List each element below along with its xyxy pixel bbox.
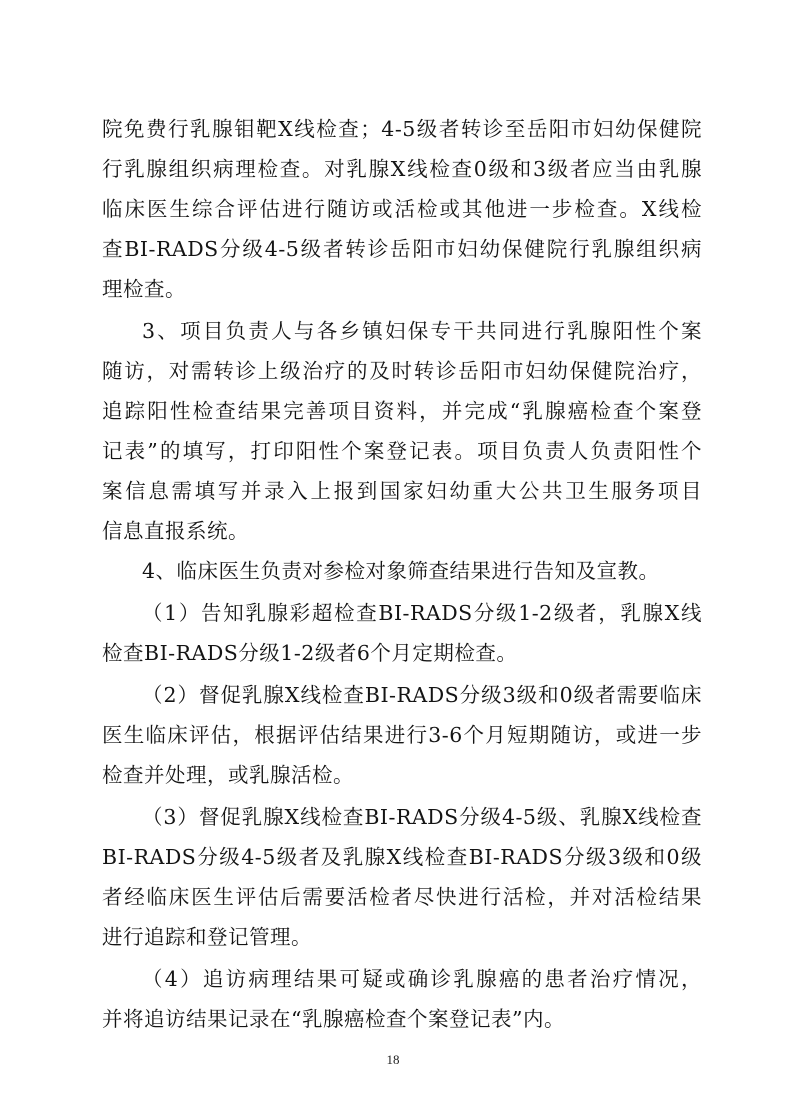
text-line: 进行追踪和登记管理。: [102, 925, 312, 949]
text-line: 追踪阳性检查结果完善项目资料，并完成“乳腺癌检查个案登: [102, 399, 702, 423]
text-line: 者经临床医生评估后需要活检者尽快进行活检，并对活检结果: [102, 885, 702, 909]
text-line: （1）告知乳腺彩超检查BI-RADS分级1-2级者，乳腺X线: [142, 601, 702, 625]
text-line: BI-RADS分级4-5级者及乳腺X线检查BI-RADS分级3级和0级: [102, 845, 702, 869]
text-line: 检查BI-RADS分级1-2级者6个月定期检查。: [102, 641, 518, 665]
text-line: 行乳腺组织病理检查。对乳腺X线检查0级和3级者应当由乳腺: [102, 157, 702, 181]
text-line: 3、项目负责人与各乡镇妇保专干共同进行乳腺阳性个案: [142, 319, 702, 343]
page-number: 18: [386, 1052, 400, 1067]
text-line: 随访，对需转诊上级治疗的及时转诊岳阳市妇幼保健院治疗，: [102, 359, 702, 383]
text-line: 信息直报系统。: [102, 519, 249, 543]
text-line: 医生临床评估，根据评估结果进行3-6个月短期随访，或进一步: [102, 723, 702, 747]
text-line: 检查并处理，或乳腺活检。: [102, 763, 354, 787]
text-line: （4）追访病理结果可疑或确诊乳腺癌的患者治疗情况，: [142, 967, 702, 991]
text-line: 案信息需填写并录入上报到国家妇幼重大公共卫生服务项目: [102, 479, 702, 503]
text-line: 院免费行乳腺钼靶X线检查；4-5级者转诊至岳阳市妇幼保健院: [102, 117, 702, 141]
text-line: 4、临床医生负责对参检对象筛查结果进行告知及宣教。: [142, 559, 660, 583]
text-line: 临床医生综合评估进行随访或活检或其他进一步检查。X线检: [102, 197, 702, 221]
text-line: 记表”的填写，打印阳性个案登记表。项目负责人负责阳性个: [102, 439, 702, 463]
text-line: （3）督促乳腺X线检查BI-RADS分级4-5级、乳腺X线检查: [142, 805, 702, 829]
text-line: 理检查。: [102, 277, 186, 301]
text-line: 并将追访结果记录在“乳腺癌检查个案登记表”内。: [102, 1007, 565, 1031]
text-line: （2）督促乳腺X线检查BI-RADS分级3级和0级者需要临床: [142, 683, 702, 707]
text-line: 查BI-RADS分级4-5级者转诊岳阳市妇幼保健院行乳腺组织病: [102, 237, 702, 261]
